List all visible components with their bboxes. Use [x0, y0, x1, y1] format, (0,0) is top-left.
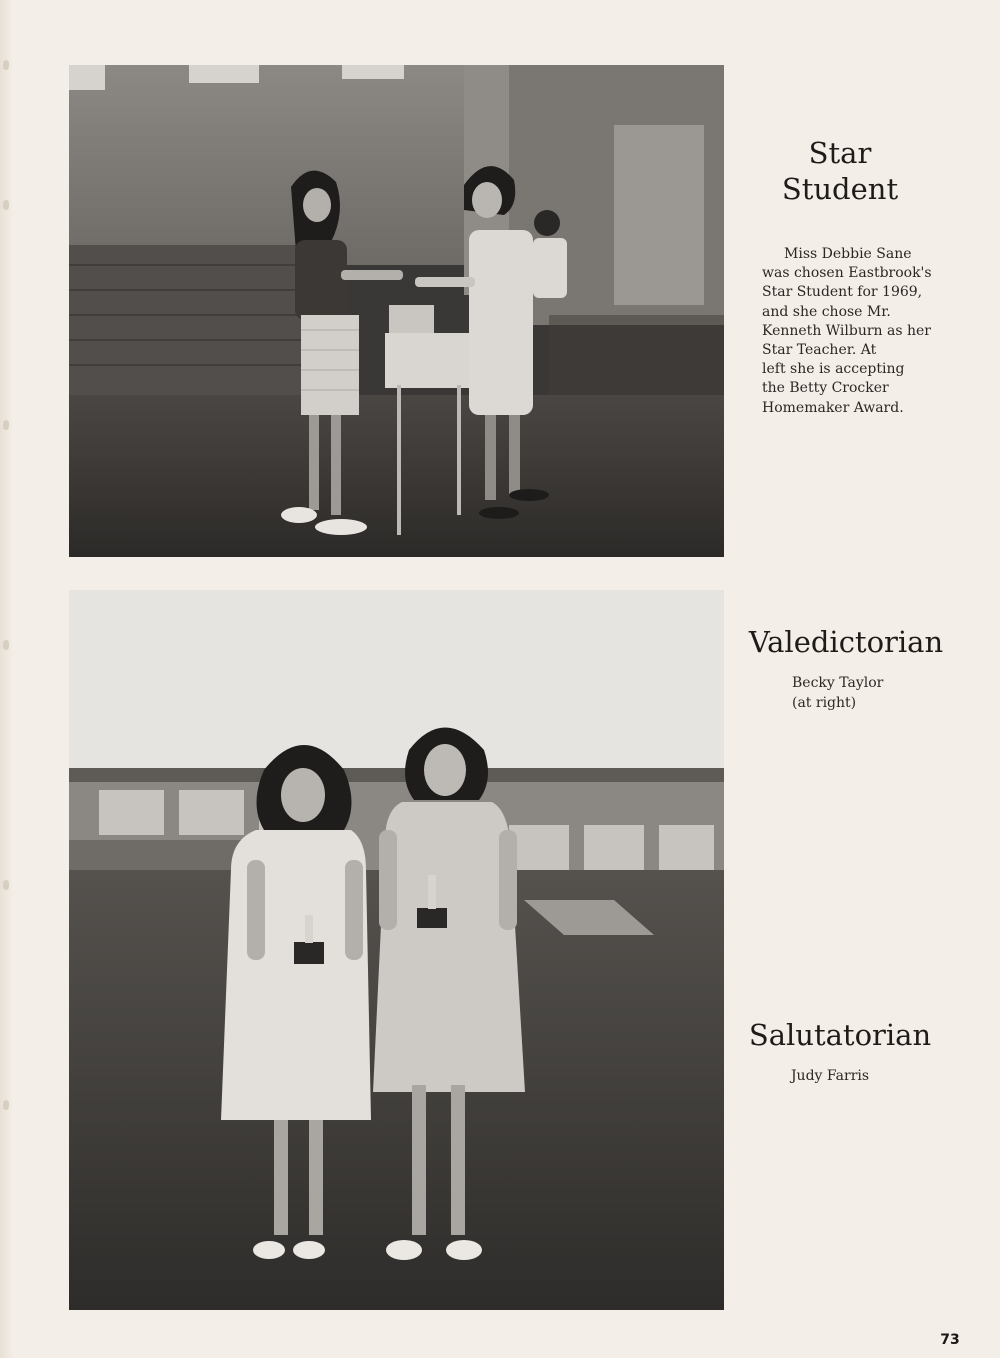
star-student-title-line2: Student: [781, 172, 899, 206]
caption-line: was chosen Eastbrook's: [762, 265, 932, 282]
binder-hole: [3, 640, 9, 650]
caption-line: Homemaker Award.: [762, 399, 904, 416]
award-presentation-illustration: [69, 65, 724, 557]
salutatorian-name: Judy Farris: [790, 1068, 870, 1084]
valedictorian-note: (at right): [792, 695, 857, 711]
binder-edge: [0, 0, 14, 1358]
star-student-title-line1: Star: [808, 136, 872, 170]
caption-line: Miss Debbie Sane: [784, 246, 912, 262]
valedictorian-caption: [792, 673, 912, 713]
honor-graduates-photo: [69, 590, 724, 1310]
caption-line: Star Student for 1969,: [762, 284, 923, 301]
binder-hole: [3, 200, 9, 210]
salutatorian-title: Salutatorian: [748, 1018, 932, 1052]
caption-line: left she is accepting: [762, 361, 905, 378]
binder-hole: [3, 60, 9, 70]
star-student-caption: [762, 245, 942, 418]
caption-line: and she chose Mr.: [762, 303, 891, 320]
page-number: 73: [940, 1332, 960, 1348]
award-presentation-photo: [69, 65, 724, 557]
star-student-title: [740, 135, 940, 207]
valedictorian-title: Valedictorian: [748, 625, 944, 659]
honor-graduates-illustration: [69, 590, 724, 1310]
valedictorian-name: Becky Taylor: [792, 675, 884, 691]
binder-hole: [3, 880, 9, 890]
caption-line: the Betty Crocker: [762, 380, 889, 397]
binder-hole: [3, 420, 9, 430]
caption-line: Star Teacher. At: [762, 342, 877, 359]
binder-hole: [3, 1100, 9, 1110]
caption-line: Kenneth Wilburn as her: [762, 322, 931, 339]
